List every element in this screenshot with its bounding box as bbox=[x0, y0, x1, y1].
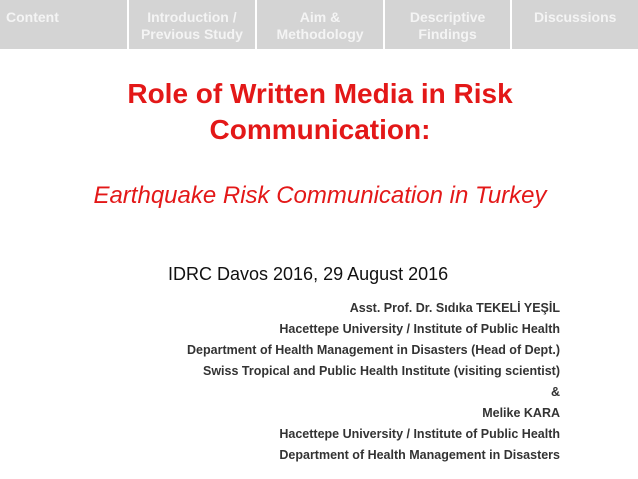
event-info: IDRC Davos 2016, 29 August 2016 bbox=[168, 264, 449, 284]
section-nav bbox=[0, 0, 638, 49]
slide-subtitle: Earthquake Risk Communication in Turkey bbox=[93, 182, 547, 209]
tab-descriptive-findings[interactable]: Descriptive Findings bbox=[385, 0, 511, 49]
author-separator: & bbox=[550, 385, 560, 399]
tab-discussions[interactable]: Discussions bbox=[512, 0, 638, 49]
author-1-department: Department of Health Management in Disasters (Head of Dept.) bbox=[187, 343, 560, 357]
tab-introduction-previous-study[interactable]: Introduction / Previous Study bbox=[129, 0, 256, 49]
author-block bbox=[187, 298, 560, 466]
author-1-affiliation: Hacettepe University / Institute of Public Health bbox=[279, 322, 560, 336]
author-2-affiliation: Hacettepe University / Institute of Public Health bbox=[279, 427, 560, 441]
author-1-name: Asst. Prof. Dr. Sıdıka TEKELİ YEŞİL bbox=[349, 301, 560, 315]
author-1-visiting-position: Swiss Tropical and Public Health Institute (visiting scientist) bbox=[202, 364, 560, 378]
tab-aim-methodology[interactable]: Aim & Methodology bbox=[257, 0, 383, 49]
tab-content[interactable]: Content bbox=[0, 0, 127, 49]
author-2-name: Melike KARA bbox=[482, 406, 560, 420]
slide-title: Role of Written Media in Risk Communication: bbox=[127, 78, 513, 145]
author-2-department: Department of Health Management in Disasters bbox=[279, 448, 560, 462]
